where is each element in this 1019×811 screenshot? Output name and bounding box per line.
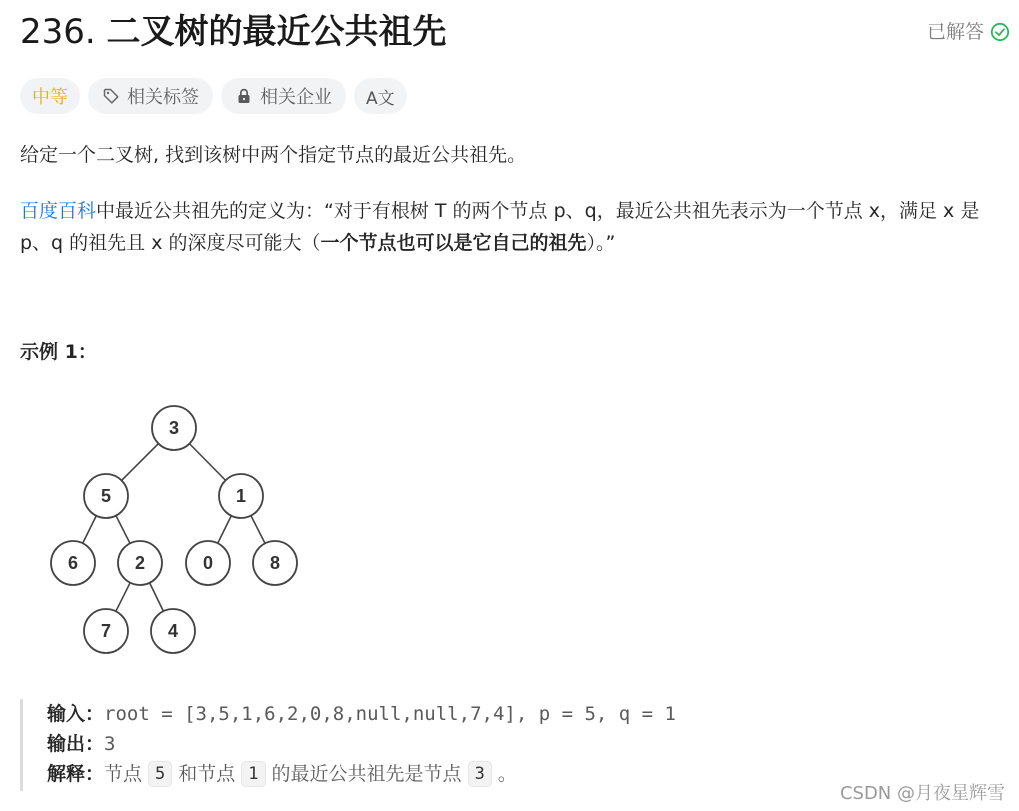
example-output-row xyxy=(47,729,990,759)
inline-code: 3 xyxy=(468,761,492,787)
related-companies-label: 相关企业 xyxy=(260,87,332,108)
tree-node-label: 2 xyxy=(134,553,146,573)
tree-node-label: 6 xyxy=(67,553,79,573)
input-value: root = [3,5,1,6,2,0,8,null,null,7,4], p = 5, q = 1 xyxy=(104,703,676,725)
definition-bold: 一个节点也可以是它自己的祖先 xyxy=(320,232,587,254)
problem-number: 236. xyxy=(20,12,96,52)
example-input-row xyxy=(47,699,990,729)
tree-node-label: 5 xyxy=(100,486,112,506)
input-label: 输入： xyxy=(47,703,105,725)
tag-bar xyxy=(20,78,407,114)
tree-node-label: 3 xyxy=(168,418,180,438)
definition-text-2: ）。” xyxy=(586,232,616,254)
example-title: 示例 1： xyxy=(20,341,97,363)
definition-text-1: 中最近公共祖先的定义为：“对于有根树 T 的两个节点 p、q，最近公共祖先表示为一个节点 x，满足 x 是 p、q 的祖先且 x 的深度尽可能大（ xyxy=(20,200,980,254)
problem-name: 二叉树的最近公共祖先 xyxy=(106,12,447,52)
explain-text: 的最近公共祖先是节点 xyxy=(271,763,462,785)
tree-node-label: 4 xyxy=(167,621,179,641)
problem-definition xyxy=(20,195,1005,259)
baidu-baike-link[interactable]: 百度百科 xyxy=(20,200,97,222)
explain-text: 。 xyxy=(497,763,517,785)
tag-icon xyxy=(102,87,120,105)
explain-text: 节点 xyxy=(104,763,143,785)
inline-code: 5 xyxy=(148,761,172,787)
csdn-watermark: CSDN @月夜星辉雪 xyxy=(839,783,1005,804)
problem-header xyxy=(20,10,1010,56)
solved-status[interactable] xyxy=(927,18,1010,46)
solved-label: 已解答 xyxy=(926,21,984,43)
tree-svg xyxy=(40,398,310,664)
tree-node-label: 1 xyxy=(235,486,247,506)
difficulty-badge[interactable]: 中等 xyxy=(20,78,80,114)
output-label: 输出： xyxy=(47,733,105,755)
explain-label: 解释： xyxy=(47,763,105,785)
related-tags-button[interactable] xyxy=(88,78,213,114)
problem-title[interactable] xyxy=(20,10,447,54)
lock-icon xyxy=(235,87,253,105)
check-circle-icon xyxy=(990,22,1010,42)
related-companies-button[interactable] xyxy=(221,78,346,114)
explain-text: 和节点 xyxy=(178,763,236,785)
tree-node-label: 8 xyxy=(269,553,281,573)
language-toggle-button[interactable]: A文 xyxy=(354,78,407,114)
problem-intro: 给定一个二叉树, 找到该树中两个指定节点的最近公共祖先。 xyxy=(20,144,527,166)
binary-tree-diagram xyxy=(40,398,310,664)
example-block xyxy=(20,699,990,791)
output-value: 3 xyxy=(104,733,116,755)
tree-node-label: 0 xyxy=(202,553,214,573)
inline-code: 1 xyxy=(241,761,265,787)
related-tags-label: 相关标签 xyxy=(127,87,199,108)
tree-node-label: 7 xyxy=(100,621,112,641)
